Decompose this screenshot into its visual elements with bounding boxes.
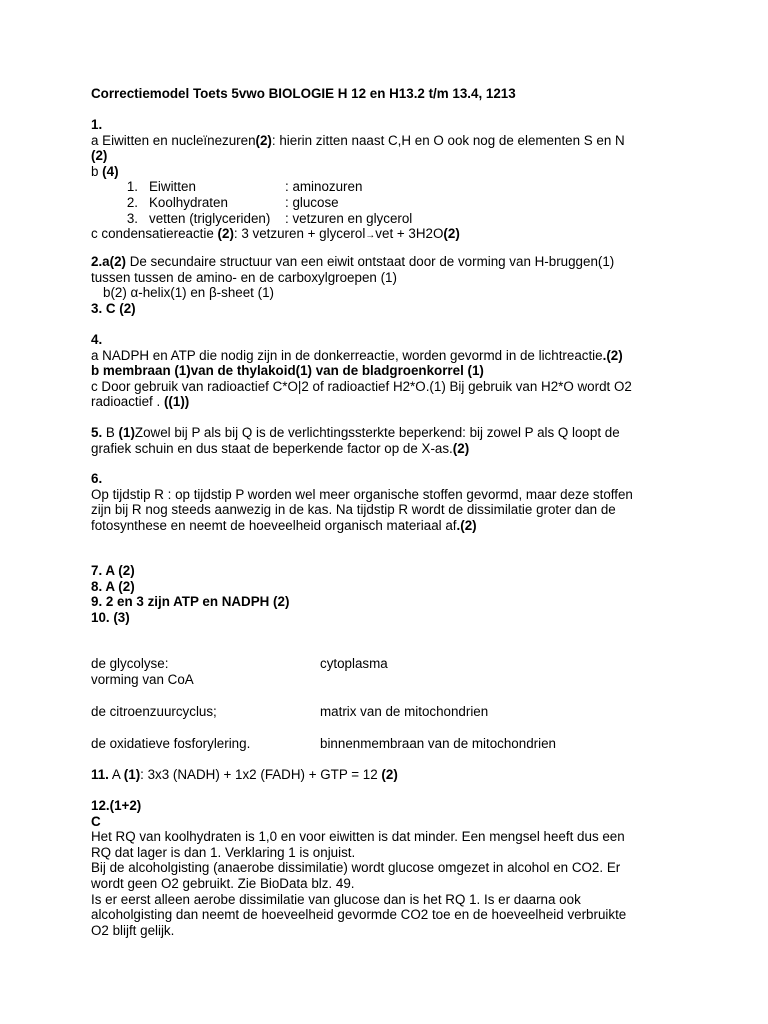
q2-a-cont: tussen tussen de amino- en de carboxylgroepen (1) <box>91 269 397 285</box>
question-7: 7. A (2) <box>91 563 135 578</box>
table-row: de oxidatieve fosforylering. binnenmembraan van de mitochondrien <box>91 736 556 751</box>
question-12: 12.(1+2) C Het RQ van koolhydraten is 1,0 en voor eiwitten is dat minder. Een mengsel heeft dus een RQ dat lager is dan 1. Verklaring 1 is onjuist. Bij de alcoholgisting (anaerobe dissimilatie) wordt glucose omgezet in alcohol en CO2. Er wordt geen O2 gebruikt. Zie BioData blz. 49. Is er eerst alleen aerobe dissimilatie van glucose dan is het RQ 1. Is er daarna ook alcoholgisting dan neemt de hoeveelheid gevormde CO2 toe en de hoeveelheid verbruikte O2 blijft gelijk. <box>91 798 627 938</box>
q10-table <box>91 656 691 687</box>
question-8: 8. A (2) <box>91 578 135 594</box>
question-9: 9. 2 en 3 zijn ATP en NADPH (2) <box>91 594 290 610</box>
q1-b: b (4) <box>91 163 119 179</box>
question-3: 3. C (2) <box>91 300 136 316</box>
q4-a: a NADPH en ATP die nodig zijn in de donkerreactie, worden gevormd in de lichtreactie.(2) <box>91 347 623 363</box>
question-2 <box>91 254 691 316</box>
q4-b: b membraan (1)van de thylakoid(1) van de bladgroenkorrel (1) <box>91 363 484 379</box>
arrow-icon: → <box>365 230 376 242</box>
document-title: Correctiemodel Toets 5vwo BIOLOGIE H 12 en H13.2 t/m 13.4, 1213 <box>91 86 516 101</box>
q1-c: c condensatiereactie (2): 3 vetzuren + glycerol→vet + 3H2O(2) <box>91 226 460 242</box>
q1-a-points: (2) <box>91 148 108 164</box>
table-row: de citroenzuurcyclus; matrix van de mitochondrien <box>91 704 489 719</box>
q1-a: a Eiwitten en nucleïnezuren(2): hierin zitten naast C,H en O ook nog de elementen S en N <box>91 132 625 148</box>
q1-list-item: 1. Eiwitten : aminozuren <box>126 179 363 195</box>
question-5: 5. B (1)Zowel bij P als bij Q is de verlichtingssterkte beperkend: bij zowel P als Q loopt de grafiek schuin en dus staat de beperkende factor op de X-as.(2) <box>91 425 620 456</box>
question-11: 11. A (1): 3x3 (NADH) + 1x2 (FADH) + GTP = 12 (2) <box>91 767 398 782</box>
q1-number: 1. <box>91 117 103 132</box>
questions-7-10 <box>91 563 691 625</box>
q1-list-item: 3. vetten (triglyceriden) : vetzuren en glycerol <box>126 210 413 226</box>
question-6: 6. Op tijdstip R : op tijdstip P worden wel meer organische stoffen gevormd, maar deze stoffen zijn bij R nog steeds aanwezig in de kas. Na tijdstip R wordt de dissimilatie groter dan de fotosynthese en neemt de hoeveelheid organisch materiaal af.(2) <box>91 471 633 533</box>
q2-a: 2.a(2) De secundaire structuur van een eiwit ontstaat door de vorming van H-bruggen(1) <box>91 254 615 269</box>
question-10: 10. (3) <box>91 609 130 625</box>
q4-number: 4. <box>91 332 103 347</box>
q2-b: b(2) α-helix(1) en β-sheet (1) <box>103 285 274 301</box>
table-row: de glycolyse: cytoplasma <box>91 656 388 671</box>
table-row: vorming van CoA <box>91 671 194 687</box>
q4-c-cont: radioactief . ((1)) <box>91 394 190 410</box>
q4-c: c Door gebruik van radioactief C*O|2 of radioactief H2*O.(1) Bij gebruik van H2*O wordt O2 <box>91 378 632 394</box>
question-4 <box>91 332 691 410</box>
question-1 <box>91 117 691 244</box>
q1-list-item: 2. Koolhydraten : glucose <box>126 194 339 210</box>
